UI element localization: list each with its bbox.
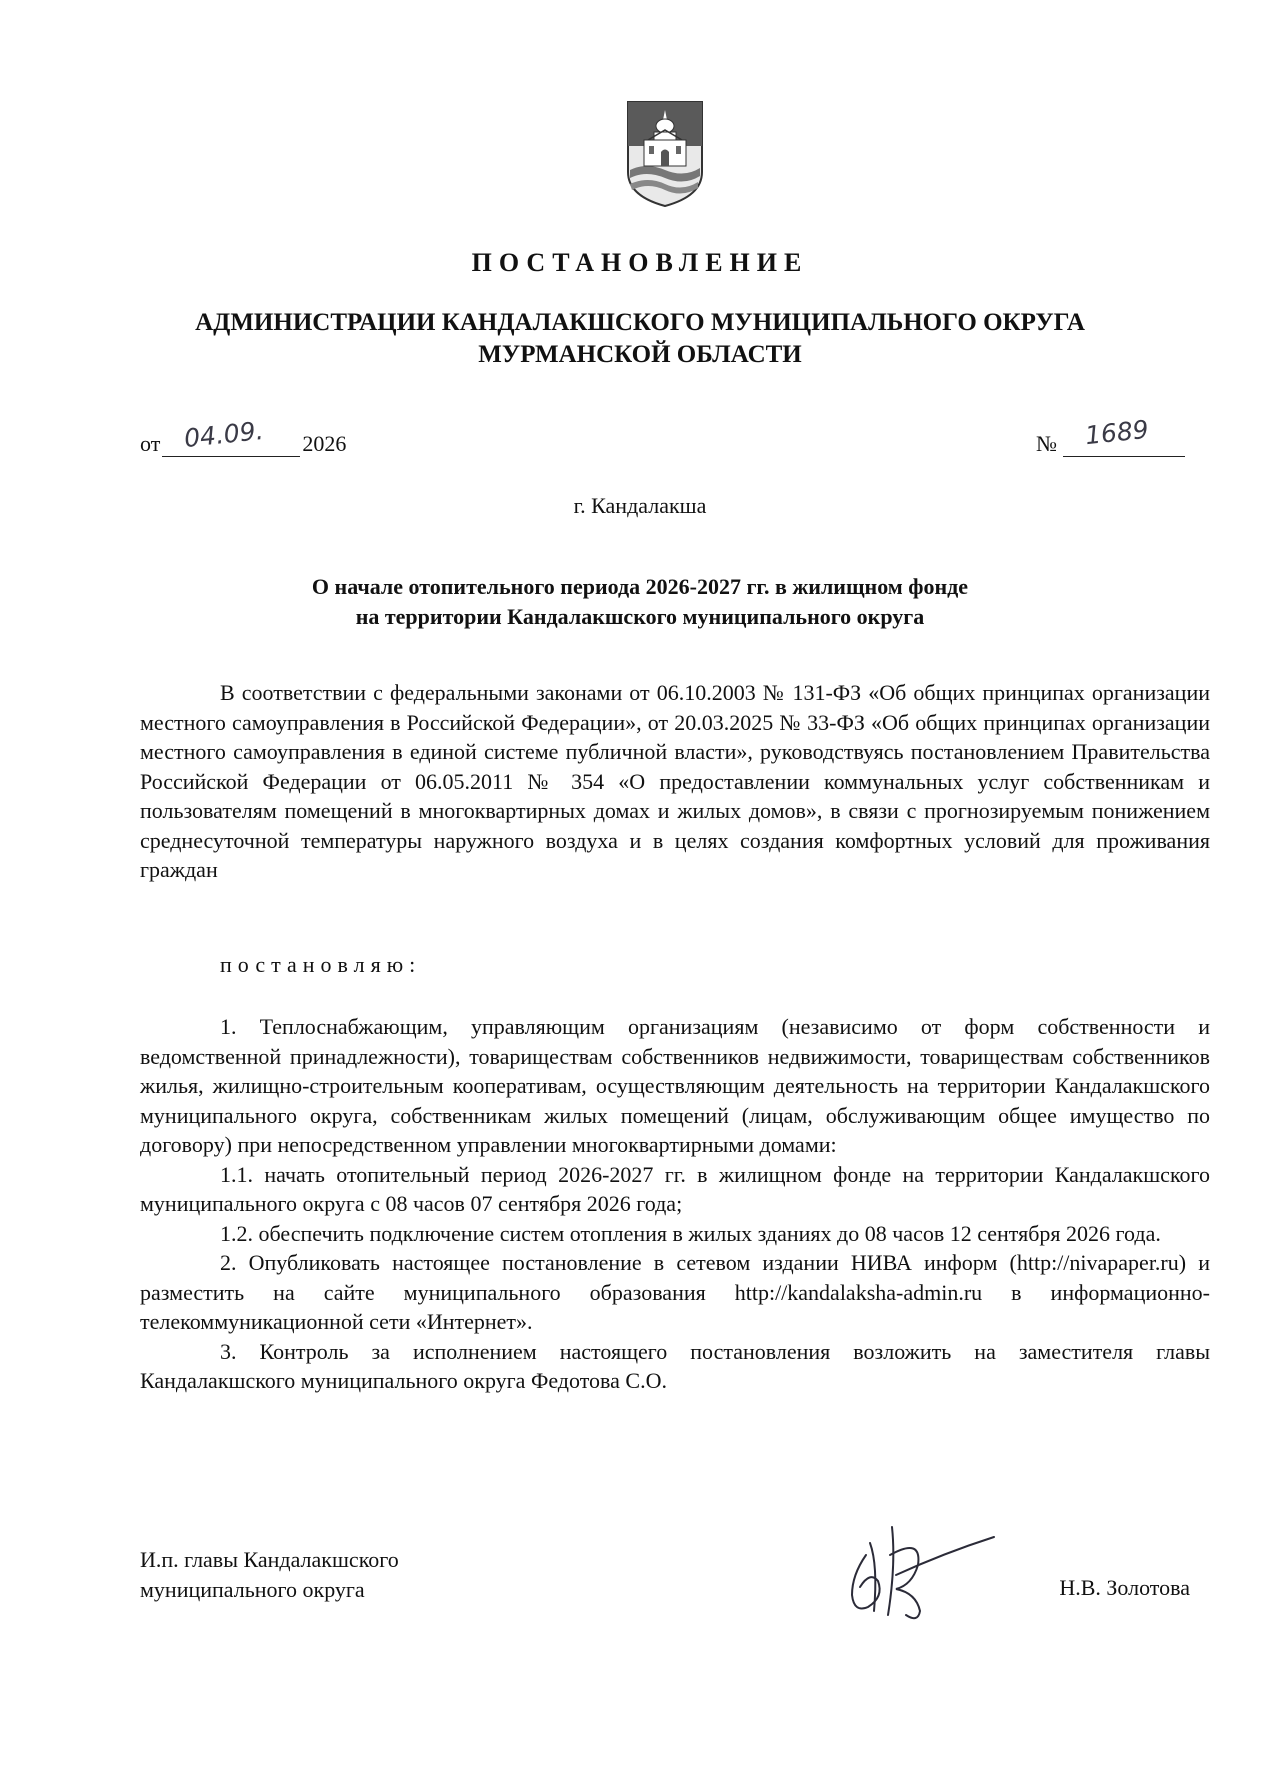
preamble bbox=[140, 678, 1210, 885]
subject-line-2: на территории Кандалакшского муниципального округа bbox=[355, 604, 925, 629]
date-year: 2026 bbox=[302, 431, 347, 456]
issuing-authority bbox=[0, 307, 1280, 371]
authority-line-2: МУРМАНСКОЙ ОБЛАСТИ bbox=[478, 341, 802, 368]
number-blank bbox=[1063, 414, 1185, 457]
authority-line-1: АДМИНИСТРАЦИИ КАНДАЛАКШСКОГО МУНИЦИПАЛЬНОГО ОКРУГА bbox=[195, 309, 1085, 336]
date-prefix: от bbox=[140, 431, 161, 456]
signatory-position bbox=[140, 1545, 399, 1605]
number-prefix: № bbox=[1036, 431, 1057, 456]
coat-of-arms-icon bbox=[626, 100, 704, 208]
handwritten-date: 04.09. bbox=[183, 415, 266, 454]
item-1: 1. Теплоснабжающим, управляющим организациям (независимо от форм собственности и ведомственной принадлежности), товариществам собственников недвижимости, товариществам собственников жилья, жилищно-строительным кооперативам, осуществляющим деятельность на территории Кандалакшского муниципального округа, собственникам жилых помещений (лицам, обслуживающим общее имущество по договору) при непосредственном управлении многоквартирными домами: bbox=[140, 1014, 1210, 1157]
preamble-text: В соответствии с федеральными законами от 06.10.2003 № 131-ФЗ «Об общих принципах организации местного самоуправления в Российской Федерации», от 20.03.2025 № 33-ФЗ «Об общих принципах организации местного самоуправления в единой системе публичной власти», руководствуясь постановлением Правительства Российской Федерации от 06.05.2011 № 354 «О предоставлении коммунальных услуг собственникам и пользователям помещений в многоквартирных домах и жилых домов», в связи с прогнозируемым понижением среднесуточной температуры наружного воздуха и в целях создания комфортных условий для проживания граждан bbox=[140, 680, 1210, 882]
signatory-name: Н.В. Золотова bbox=[1059, 1575, 1190, 1600]
document-title: ПОСТАНОВЛЕНИЕ bbox=[471, 248, 809, 277]
item-3: 3. Контроль за исполнением настоящего постановления возложить на заместителя главы Кандалакшского муниципального округа Федотова С.О. bbox=[140, 1338, 1210, 1393]
city: г. Кандалакша bbox=[573, 493, 707, 518]
document-number bbox=[1036, 414, 1185, 457]
handwritten-signature-icon bbox=[826, 1515, 1006, 1625]
subject-line-1: О начале отопительного периода 2026-2027 гг. в жилищном фонде bbox=[311, 574, 969, 599]
item-2: 2. Опубликовать настоящее постановление в сетевом издании НИВА информ (http://nivapaper.ru) и разместить на сайте муниципального образования http://kandalaksha-admin.ru в информационно-телекоммуникационной сети «Интернет». bbox=[140, 1250, 1210, 1334]
resolution-items bbox=[140, 1012, 1210, 1396]
resolution-word: постановляю: bbox=[220, 952, 422, 977]
document-date bbox=[140, 415, 347, 457]
document-subject bbox=[0, 572, 1280, 632]
item-1-1: 1.1. начать отопительный период 2026-2027 гг. в жилищном фонде на территории Кандалакшского муниципального округа с 08 часов 07 сентября 2026 года; bbox=[140, 1161, 1210, 1216]
position-line-2: муниципального округа bbox=[140, 1577, 365, 1602]
item-1-2: 1.2. обеспечить подключение систем отопления в жилых зданиях до 08 часов 12 сентября 2026 года. bbox=[220, 1220, 1161, 1246]
handwritten-number: 1689 bbox=[1083, 414, 1150, 451]
position-line-1: И.п. главы Кандалакшского bbox=[140, 1547, 399, 1572]
date-blank bbox=[162, 415, 300, 457]
